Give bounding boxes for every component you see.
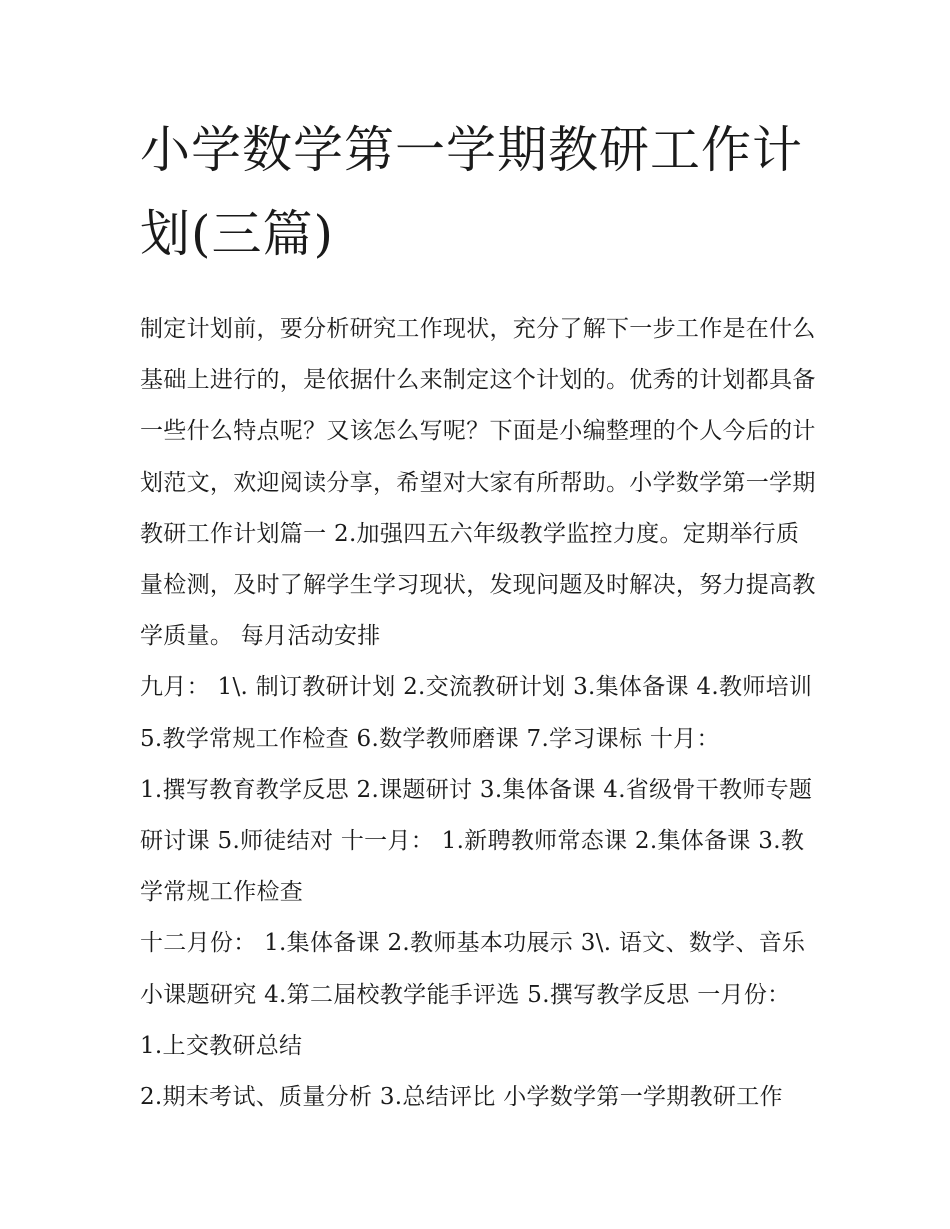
paragraph-intro: 制定计划前，要分析研究工作现状，充分了解下一步工作是在什么基础上进行的，是依据什么来制定这个计划的。优秀的计划都具备一些什么特点呢？又该怎么写呢？下面是小编整理的个人今后的计划范文，欢迎阅读分享，希望对大家有所帮助。小学数学第一学期教研工作计划篇一 2.加强四五六年级教学监控力度。定期举行质量检测，及时了解学生学习现状，发现问题及时解决，努力提高教学质量。 每月活动安排 (140, 316, 816, 650)
document-page (140, 108, 820, 1123)
paragraph-december: 十二月份： 1.集体备课 2.教师基本功展示 3\. 语文、数学、音乐小课题研究 4.第二届校教学能手评选 5.撰写教学反思 一月份： 1.上交教研总结 (140, 930, 806, 1059)
paragraph-september: 九月： 1\. 制订教研计划 2.交流教研计划 3.集体备课 4.教师培训 5.教学常规工作检查 6.数学教师磨课 7.学习课标 十月： (140, 674, 813, 752)
paragraph-january: 2.期末考试、质量分析 3.总结评比 小学数学第一学期教研工作 (140, 1084, 783, 1111)
document-title: 小学数学第一学期教研工作计划(三篇) (140, 121, 803, 263)
document-body (140, 304, 820, 1123)
paragraph-october: 1.撰写教育教学反思 2.课题研讨 3.集体备课 4.省级骨干教师专题研讨课 5.师徒结对 十一月： 1.新聘教师常态课 2.集体备课 3.教学常规工作检查 (140, 776, 813, 906)
